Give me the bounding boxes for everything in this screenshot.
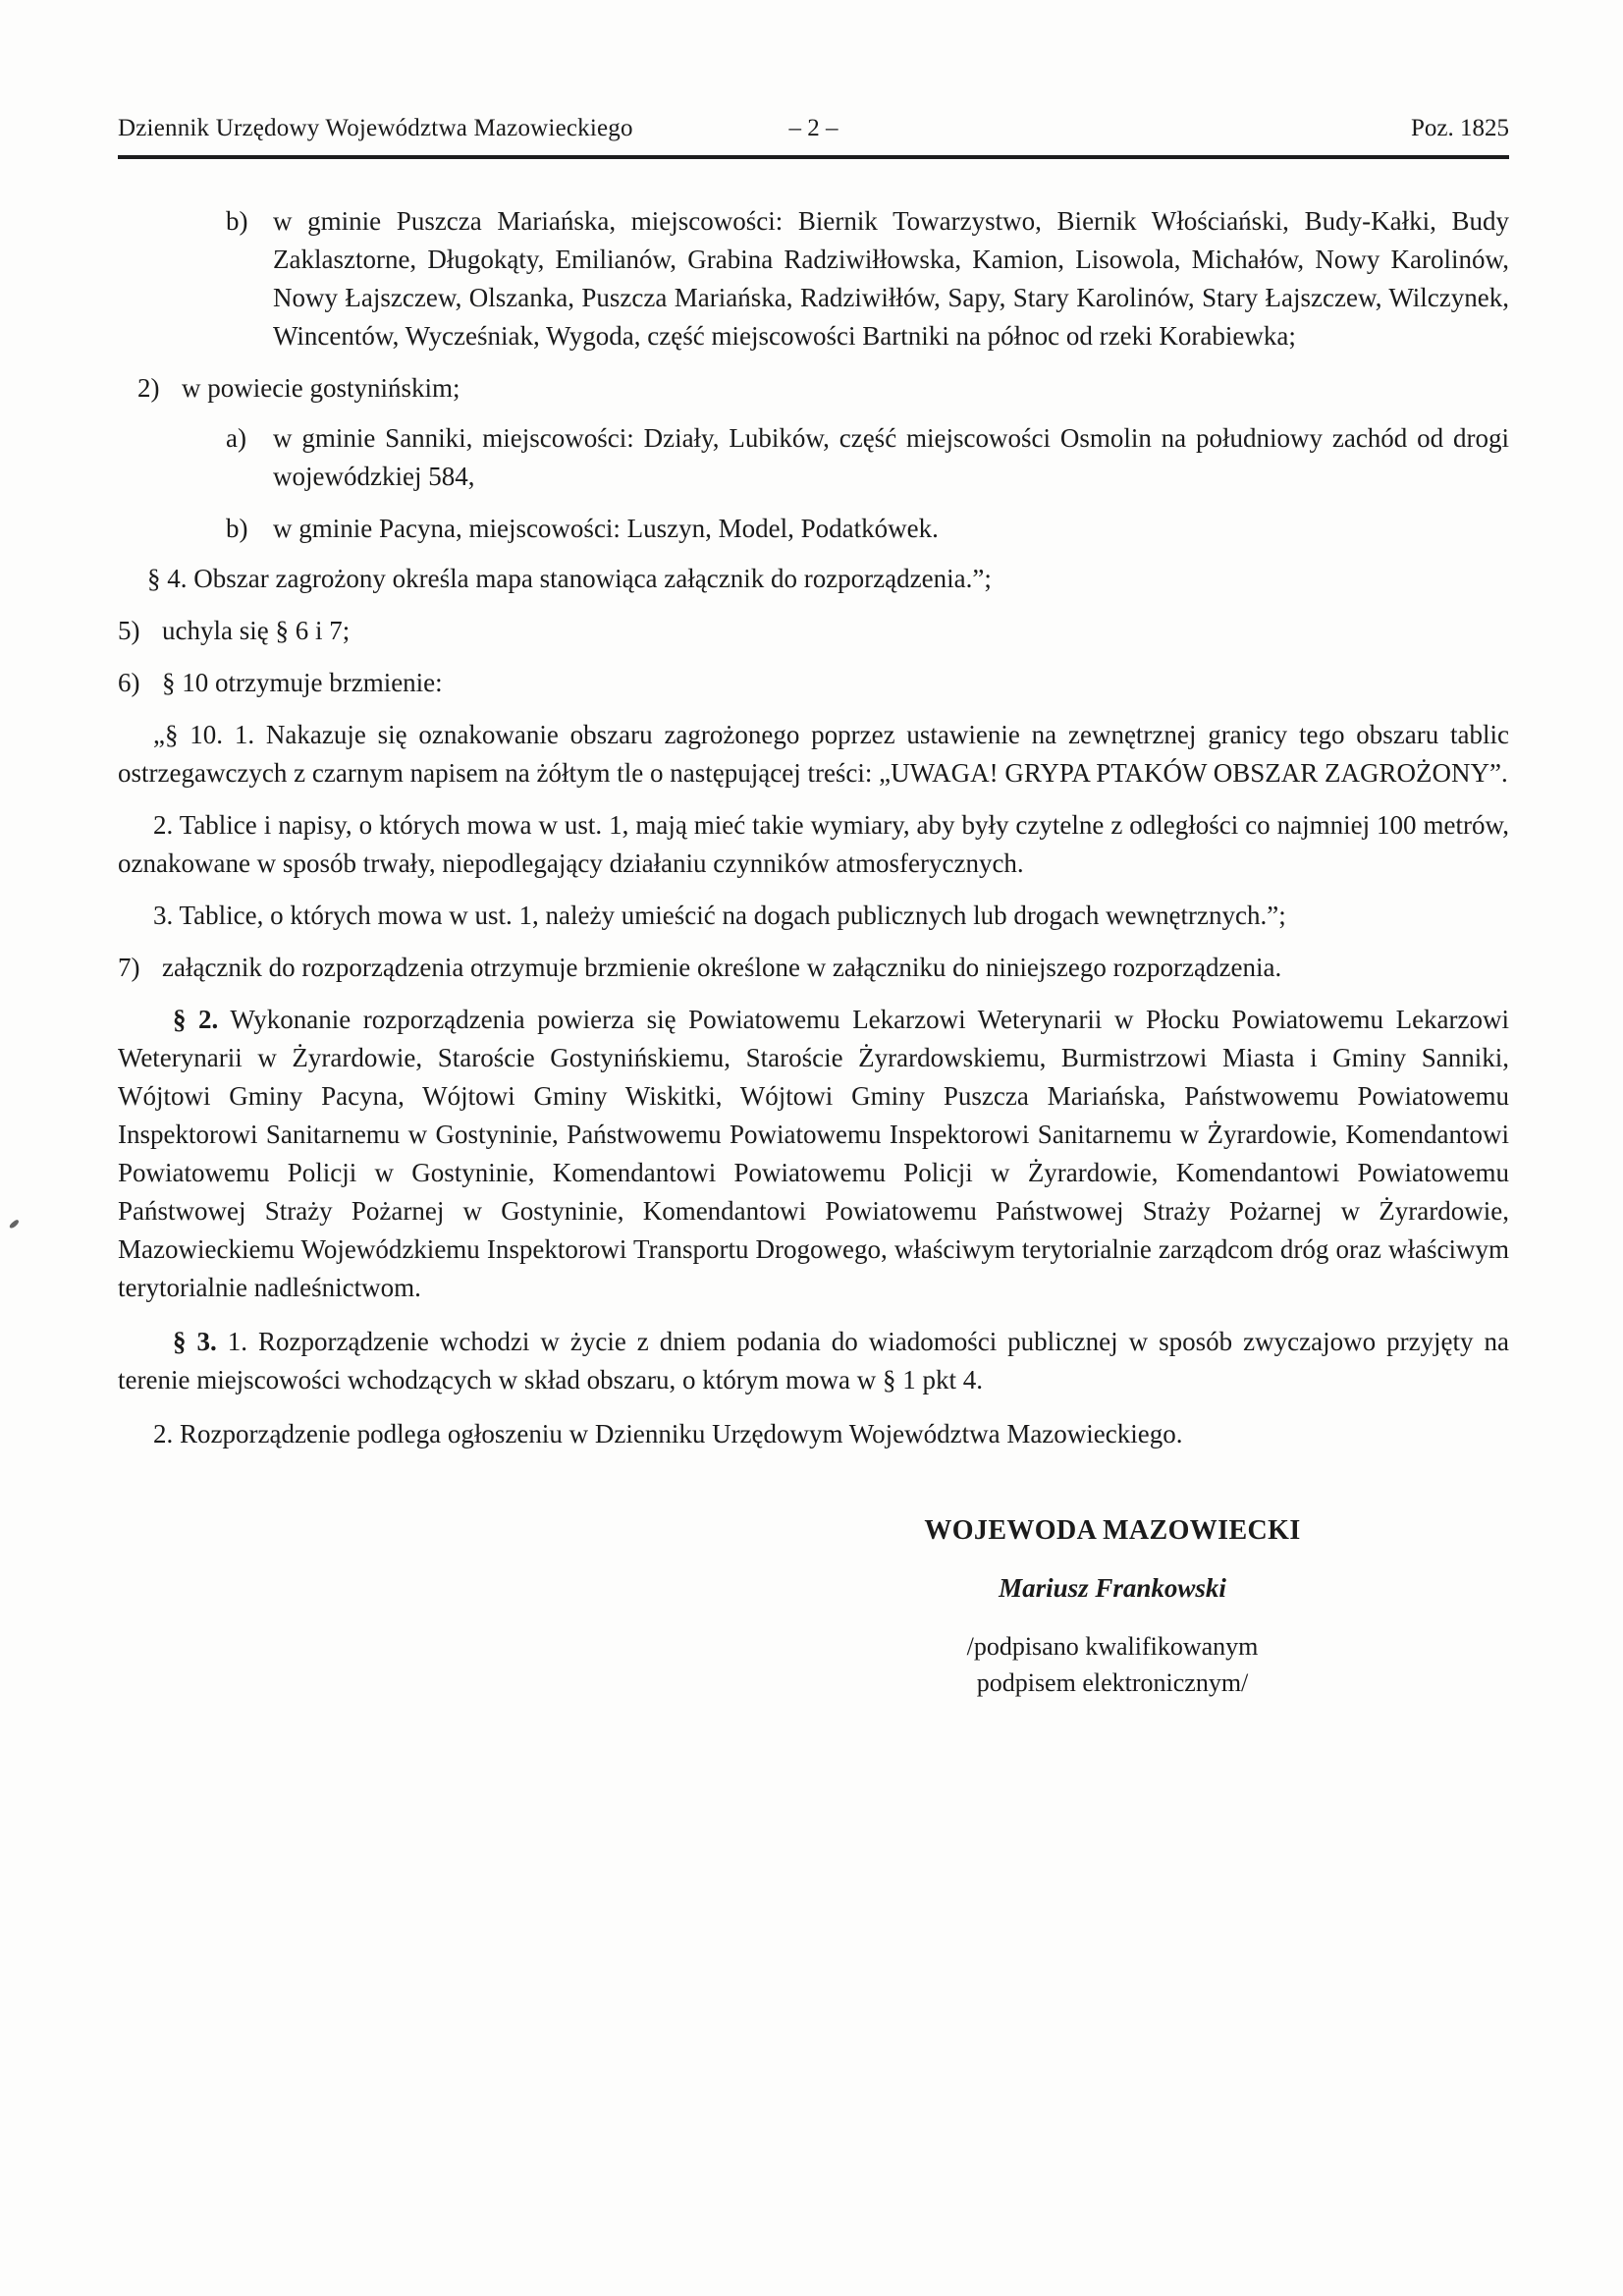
list-item-text: załącznik do rozporządzenia otrzymuje brzmienie określone w załączniku do niniejszego rozporządzenia.: [162, 953, 1282, 982]
paragraph-text: § 4. Obszar zagrożony określa mapa stanowiąca załącznik do rozporządzenia.”;: [147, 564, 992, 593]
list-item-text: w powiecie gostynińskim;: [182, 373, 460, 403]
document-body: [118, 202, 1509, 1701]
list-item-5-uchyla: [118, 612, 1509, 650]
list-marker: a): [226, 423, 246, 453]
position-number: Poz. 1825: [1411, 115, 1509, 141]
signer-name: Mariusz Frankowski: [999, 1573, 1226, 1603]
section-number: § 3.: [173, 1327, 217, 1356]
paragraph-4: [118, 560, 1509, 598]
list-item-text: w gminie Puszcza Mariańska, miejscowości: Biernik Towarzystwo, Biernik Włościański, Budy-Kałki, Budy Zaklasztorne, Długokąty, Emilianów, Grabina Radziwiłłowska, Kamion, Lisowola, Michałów, Nowy Karolinów, Nowy Łajszczew, Olszanka, Puszcza Mariańska, Radziwiłłów, Sapy, Stary Karolinów, Stary Łajszczew, Wilczynek, Wincentów, Wycześniak, Wygoda, część miejscowości Bartniki na północ od rzeki Korabiewka;: [273, 206, 1509, 351]
paragraph-text: „§ 10. 1. Nakazuje się oznakowanie obszaru zagrożonego poprzez ustawienie na zewnętrznej granicy tego obszaru tablic ostrzegawczych z czarnym napisem na żółtym tle o następującej treści: „UWAGA! GRYPA PTAKÓW OBSZAR ZAGROŻONY”.: [118, 720, 1509, 788]
list-marker: b): [226, 514, 248, 543]
list-marker: 6): [118, 668, 140, 697]
paragraph-10-ust-1: [118, 716, 1509, 793]
paragraph-10-ust-2: [118, 806, 1509, 883]
list-item-text: uchyla się § 6 i 7;: [162, 616, 351, 645]
electronic-signature-note: [838, 1628, 1387, 1701]
list-item-b-puszcza-marianska: [226, 202, 1509, 355]
list-item-6-par10: [118, 664, 1509, 702]
paragraph-text: Wykonanie rozporządzenia powierza się Powiatowemu Lekarzowi Weterynarii w Płocku Powiatowemu Lekarzowi Weterynarii w Żyrardowie, Staroście Gostynińskiemu, Staroście Żyrardowskiemu, Burmistrzowi Miasta i Gminy Sanniki, Wójtowi Gminy Pacyna, Wójtowi Gminy Wiskitki, Wójtowi Gminy Puszcza Mariańska, Państwowemu Powiatowemu Inspektorowi Sanitarnemu w Gostyninie, Państwowemu Powiatowemu Inspektorowi Sanitarnemu w Żyrardowie, Komendantowi Powiatowemu Policji w Gostyninie, Komendantowi Powiatowemu Policji w Żyrardowie, Komendantowi Powiatowemu Państwowej Straży Pożarnej w Gostyninie, Komendantowi Powiatowemu Państwowej Straży Pożarnej w Żyrardowie, Mazowieckiemu Wojewódzkiemu Inspektorowi Transportu Drogowego, właściwym terytorialnie zarządcom dróg oraz właściwym terytorialnie nadleśnictwom.: [118, 1005, 1510, 1302]
page-number: – 2 –: [788, 115, 839, 141]
paragraph-text: 1. Rozporządzenie wchodzi w życie z dniem podania do wiadomości publicznej w sposób zwyczajowo przyjęty na terenie miejscowości wchodzących w skład obszaru, o którym mowa w § 1 pkt 4.: [118, 1327, 1510, 1394]
signature-block: [838, 1514, 1387, 1701]
list-marker: 5): [118, 616, 140, 645]
note-line-1: /podpisano kwalifikowanym: [966, 1632, 1259, 1661]
list-item-7-zalacznik: [118, 949, 1509, 987]
paragraph-text: 2. Rozporządzenie podlega ogłoszeniu w Dzienniku Urzędowym Województwa Mazowieckiego.: [153, 1419, 1183, 1449]
paragraph-text: 3. Tablice, o których mowa w ust. 1, należy umieścić na dogach publicznych lub drogach wewnętrznych.”;: [153, 901, 1286, 930]
signer-title: WOJEWODA MAZOWIECKI: [924, 1515, 1301, 1546]
paragraph-10-ust-3: [118, 897, 1509, 935]
list-item-text: w gminie Sanniki, miejscowości: Działy, Lubików, część miejscowości Osmolin na południowy zachód od drogi wojewódzkiej 584,: [273, 423, 1509, 491]
paragraph-3-ust-1: [118, 1323, 1509, 1399]
list-marker: b): [226, 206, 248, 236]
journal-title: Dziennik Urzędowy Województwa Mazowieckiego: [118, 115, 633, 141]
list-item-a-sanniki: [226, 419, 1509, 496]
paragraph-2-wykonanie: [118, 1001, 1509, 1307]
list-marker: 2): [137, 373, 160, 403]
list-item-b-pacyna: [226, 510, 1509, 548]
section-number: § 2.: [173, 1005, 219, 1034]
list-item-text: § 10 otrzymuje brzmienie:: [162, 668, 443, 697]
note-line-2: podpisem elektronicznym/: [976, 1668, 1249, 1697]
page-header: [118, 0, 1509, 159]
list-marker: 7): [118, 953, 140, 982]
list-item-text: w gminie Pacyna, miejscowości: Luszyn, Model, Podatkówek.: [273, 514, 939, 543]
list-item-2-powiat-gostyninski: [137, 369, 1509, 408]
paragraph-3-ust-2: [118, 1415, 1509, 1453]
paragraph-text: 2. Tablice i napisy, o których mowa w ust. 1, mają mieć takie wymiary, aby były czytelne z odległości co najmniej 100 metrów, oznakowane w sposób trwały, niepodlegający działaniu czynników atmosferycznych.: [118, 810, 1509, 878]
